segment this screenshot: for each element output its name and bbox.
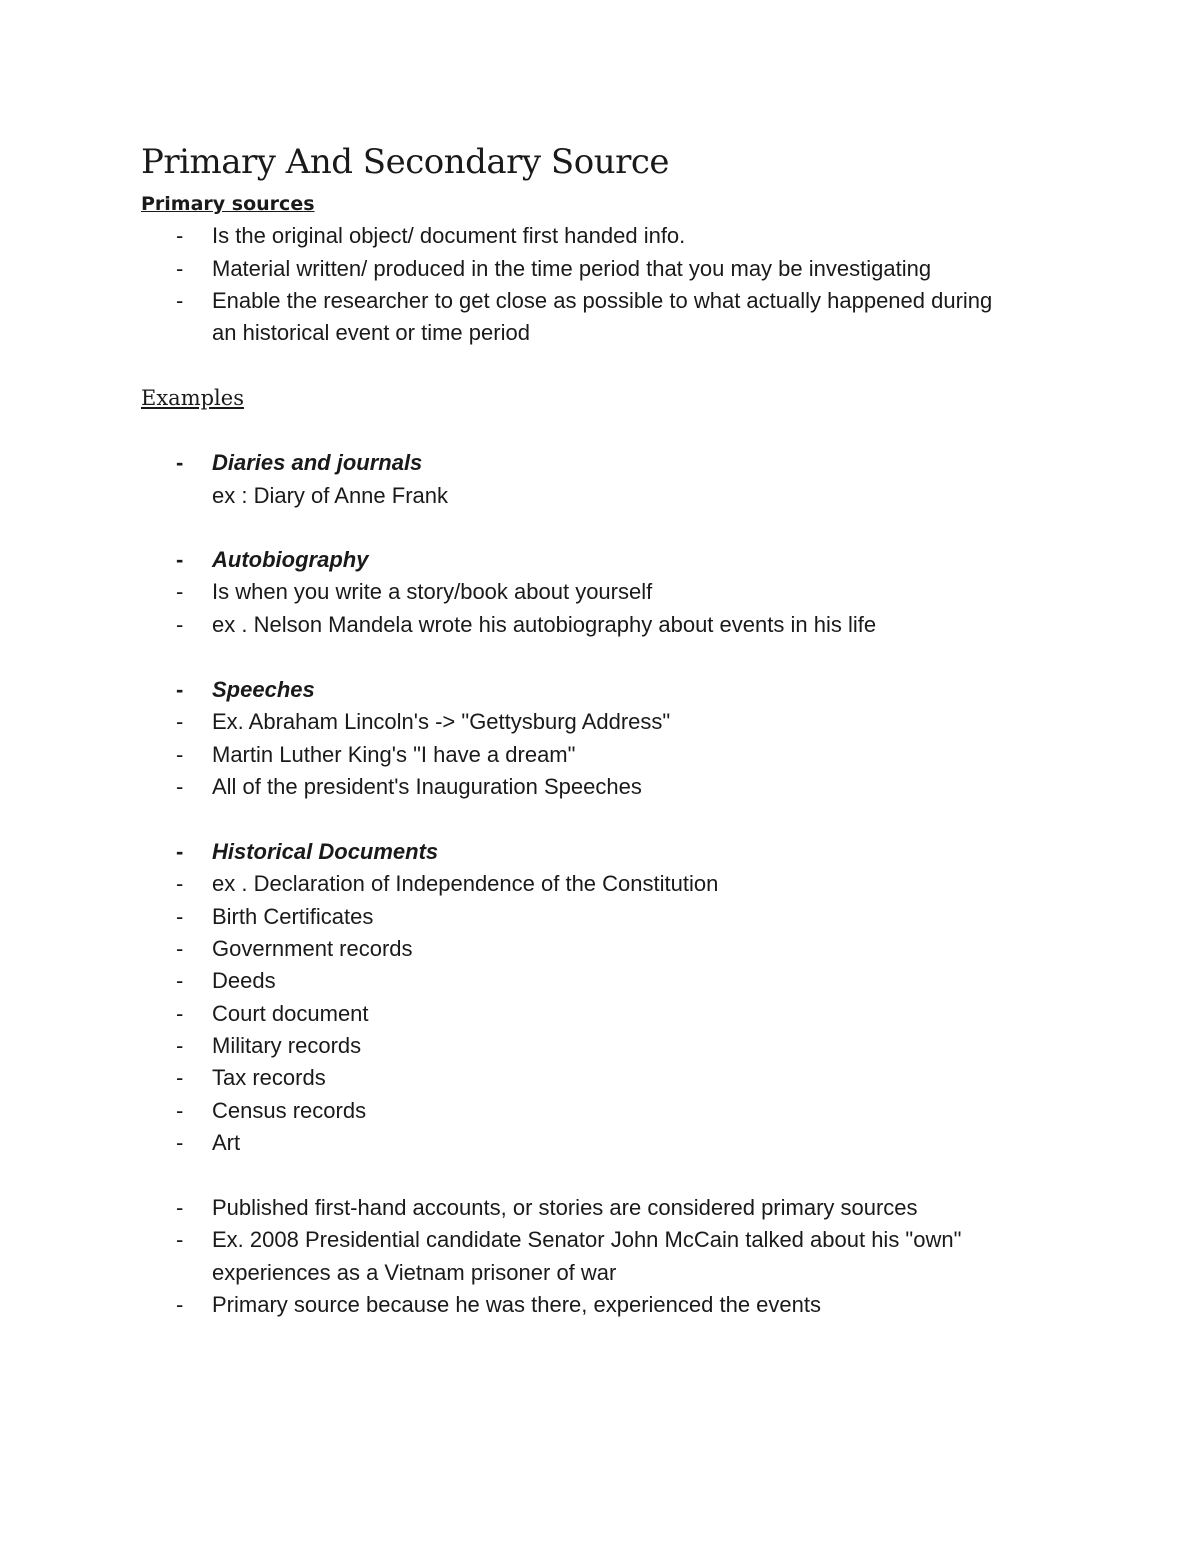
section-heading-diaries: Diaries and journals <box>212 450 423 475</box>
list-item <box>0 706 1200 738</box>
list-item <box>0 901 1200 933</box>
list-item-text: Government records <box>212 936 413 961</box>
bullet-dash: - <box>176 1130 184 1155</box>
list-item-text: an historical event or time period <box>212 320 530 345</box>
list-item-text: Deeds <box>212 968 276 993</box>
section-heading-item <box>0 544 1200 576</box>
section-heading-historical-documents: Historical Documents <box>212 839 439 864</box>
list-item <box>0 965 1200 997</box>
list-item <box>0 576 1200 608</box>
list-item-text: Primary source because he was there, experienced the events <box>212 1292 821 1317</box>
list-item-text: Material written/ produced in the time period that you may be investigating <box>212 256 932 281</box>
list-item <box>0 933 1200 965</box>
list-item-text: Ex. Abraham Lincoln's -> "Gettysburg Address" <box>212 709 671 734</box>
bullet-dash: - <box>176 1227 184 1252</box>
bullet-dash: - <box>176 1292 184 1317</box>
list-item-text: ex . Declaration of Independence of the Constitution <box>212 871 719 896</box>
bullet-dash: - <box>176 450 184 475</box>
bullet-dash: - <box>176 547 184 572</box>
bullet-dash: - <box>176 1195 184 1220</box>
bullet-dash: - <box>176 968 184 993</box>
primary-sources-heading: Primary sources <box>141 193 315 215</box>
bullet-dash: - <box>176 709 184 734</box>
list-item-text: Enable the researcher to get close as possible to what actually happened during <box>212 288 993 313</box>
list-item <box>0 1030 1200 1062</box>
bullet-dash: - <box>176 871 184 896</box>
list-item-continuation <box>0 1257 1200 1289</box>
bullet-dash: - <box>176 936 184 961</box>
list-item <box>0 1289 1200 1321</box>
list-item <box>0 1062 1200 1094</box>
bullet-dash: - <box>176 677 184 702</box>
section-heading-speeches: Speeches <box>212 677 315 702</box>
list-item-text: Court document <box>212 1001 369 1026</box>
list-item-continuation <box>0 480 1200 512</box>
list-item-text: ex : Diary of Anne Frank <box>212 483 448 508</box>
list-item <box>0 609 1200 641</box>
list-item-text: Birth Certificates <box>212 904 374 929</box>
list-item-continuation <box>0 317 1200 349</box>
list-item <box>0 1095 1200 1127</box>
section-heading-item <box>0 836 1200 868</box>
bullet-dash: - <box>176 612 184 637</box>
list-item <box>0 739 1200 771</box>
list-item-text: Ex. 2008 Presidential candidate Senator John McCain talked about his "own" <box>212 1227 962 1252</box>
list-item <box>0 1127 1200 1159</box>
list-item-text: Is the original object/ document first handed info. <box>212 223 686 248</box>
bullet-dash: - <box>176 904 184 929</box>
list-item <box>0 868 1200 900</box>
section-heading-item <box>0 447 1200 479</box>
section-heading-autobiography: Autobiography <box>212 547 369 572</box>
list-item-text: All of the president's Inauguration Speeches <box>212 774 642 799</box>
bullet-dash: - <box>176 839 184 864</box>
section-heading-item <box>0 674 1200 706</box>
list-item <box>0 253 1200 285</box>
list-item-text: Art <box>212 1130 241 1155</box>
bullet-dash: - <box>176 223 184 248</box>
list-item <box>0 220 1200 252</box>
list-item-text: Military records <box>212 1033 362 1058</box>
bullet-dash: - <box>176 774 184 799</box>
list-item <box>0 998 1200 1030</box>
bullet-dash: - <box>176 1001 184 1026</box>
list-item-text: Published first-hand accounts, or stories are considered primary sources <box>212 1195 918 1220</box>
list-item-text: Martin Luther King's "I have a dream" <box>212 742 576 767</box>
list-item <box>0 1192 1200 1224</box>
bullet-dash: - <box>176 288 184 313</box>
list-item-text: Tax records <box>212 1065 326 1090</box>
bullet-dash: - <box>176 742 184 767</box>
list-item-text: ex . Nelson Mandela wrote his autobiography about events in his life <box>212 612 877 637</box>
examples-heading: Examples <box>141 386 244 410</box>
list-item <box>0 771 1200 803</box>
list-item-text: Is when you write a story/book about yourself <box>212 579 653 604</box>
bullet-dash: - <box>176 1033 184 1058</box>
list-item <box>0 1224 1200 1256</box>
list-item-text: experiences as a Vietnam prisoner of war <box>212 1260 617 1285</box>
list-item <box>0 285 1200 317</box>
bullet-dash: - <box>176 1098 184 1123</box>
bullet-dash: - <box>176 579 184 604</box>
bullet-dash: - <box>176 1065 184 1090</box>
bullet-dash: - <box>176 256 184 281</box>
document-title: Primary And Secondary Source <box>141 142 670 182</box>
list-item-text: Census records <box>212 1098 367 1123</box>
